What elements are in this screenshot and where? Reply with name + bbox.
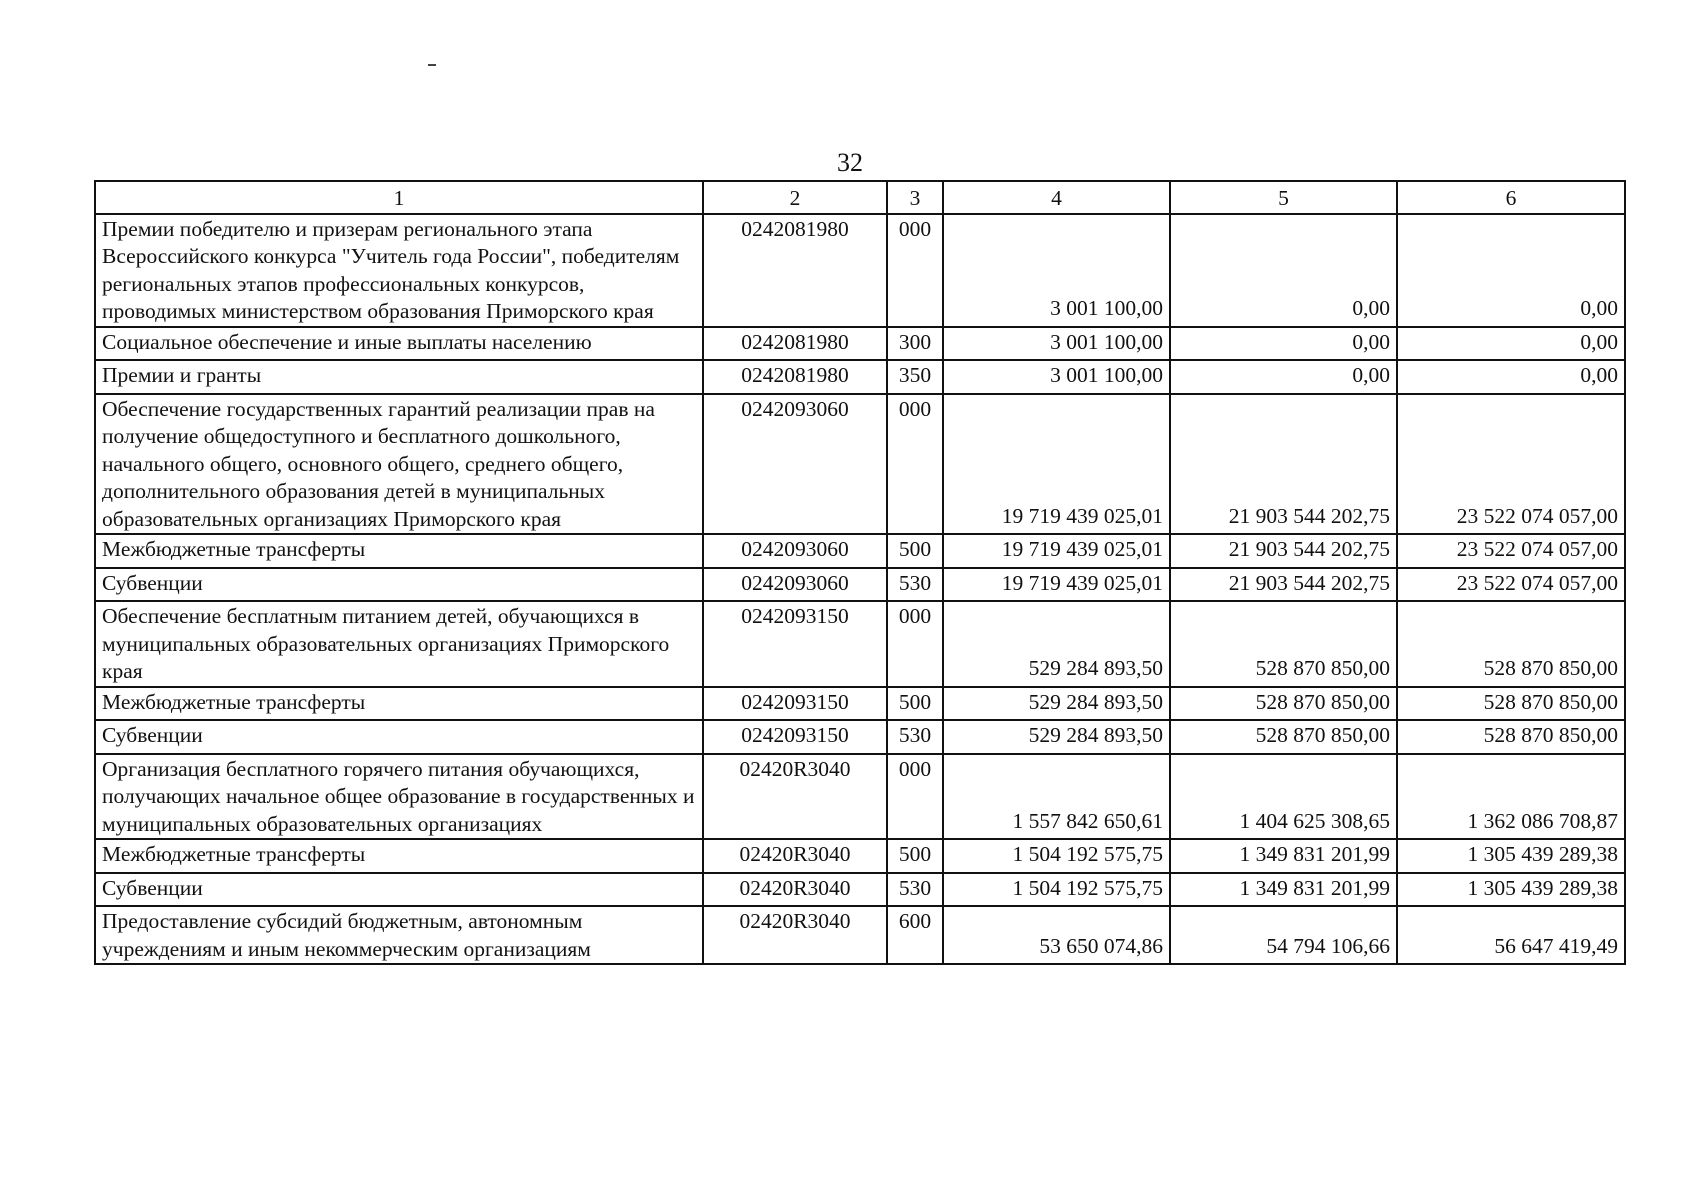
table-row xyxy=(95,839,1625,873)
amount-cell-col6: 1 305 439 289,38 xyxy=(1397,839,1625,873)
table-row xyxy=(95,873,1625,907)
name-cell: Субвенции xyxy=(95,873,703,907)
amount-cell-col4: 53 650 074,86 xyxy=(943,906,1170,964)
table-row xyxy=(95,906,1625,964)
expense-type-cell: 500 xyxy=(887,687,943,721)
amount-cell-col5: 528 870 850,00 xyxy=(1170,720,1397,754)
table-row xyxy=(95,534,1625,568)
amount-cell-col6: 528 870 850,00 xyxy=(1397,687,1625,721)
table-row xyxy=(95,394,1625,535)
name-cell: Обеспечение бесплатным питанием детей, обучающихся в муниципальных образовательных организациях Приморского края xyxy=(95,601,703,687)
name-cell: Межбюджетные трансферты xyxy=(95,687,703,721)
expense-type-cell: 500 xyxy=(887,534,943,568)
code-cell: 0242093150 xyxy=(703,687,887,721)
code-cell: 02420R3040 xyxy=(703,754,887,840)
amount-cell-col5: 528 870 850,00 xyxy=(1170,601,1397,687)
table-row xyxy=(95,754,1625,840)
amount-cell-col6: 23 522 074 057,00 xyxy=(1397,394,1625,535)
code-cell: 0242093060 xyxy=(703,568,887,602)
amount-cell-col4: 1 504 192 575,75 xyxy=(943,873,1170,907)
header-cell: 1 xyxy=(95,181,703,214)
amount-cell-col6: 528 870 850,00 xyxy=(1397,601,1625,687)
amount-cell-col6: 56 647 419,49 xyxy=(1397,906,1625,964)
amount-cell-col6: 1 305 439 289,38 xyxy=(1397,873,1625,907)
table-row xyxy=(95,687,1625,721)
code-cell: 02420R3040 xyxy=(703,839,887,873)
amount-cell-col4: 19 719 439 025,01 xyxy=(943,568,1170,602)
code-cell: 0242093150 xyxy=(703,720,887,754)
name-cell: Обеспечение государственных гарантий реализации прав на получение общедоступного и бесплатного дошкольного, начального общего, основного общего, среднего общего, дополнительного образования детей в муниципальных образовательных организациях Приморского края xyxy=(95,394,703,535)
code-cell: 02420R3040 xyxy=(703,873,887,907)
amount-cell-col5: 54 794 106,66 xyxy=(1170,906,1397,964)
code-cell: 0242093150 xyxy=(703,601,887,687)
name-cell: Премии и гранты xyxy=(95,360,703,394)
code-cell: 02420R3040 xyxy=(703,906,887,964)
table-row xyxy=(95,568,1625,602)
amount-cell-col6: 0,00 xyxy=(1397,327,1625,361)
table-row xyxy=(95,214,1625,327)
amount-cell-col5: 0,00 xyxy=(1170,327,1397,361)
code-cell: 0242093060 xyxy=(703,534,887,568)
amount-cell-col4: 19 719 439 025,01 xyxy=(943,394,1170,535)
header-cell: 3 xyxy=(887,181,943,214)
amount-cell-col4: 529 284 893,50 xyxy=(943,687,1170,721)
amount-cell-col6: 23 522 074 057,00 xyxy=(1397,568,1625,602)
expense-type-cell: 000 xyxy=(887,754,943,840)
name-cell: Предоставление субсидий бюджетным, автономным учреждениям и иным некоммерческим организациям xyxy=(95,906,703,964)
amount-cell-col5: 528 870 850,00 xyxy=(1170,687,1397,721)
amount-cell-col5: 0,00 xyxy=(1170,360,1397,394)
code-cell: 0242081980 xyxy=(703,327,887,361)
amount-cell-col4: 3 001 100,00 xyxy=(943,360,1170,394)
expense-type-cell: 000 xyxy=(887,394,943,535)
expense-type-cell: 530 xyxy=(887,873,943,907)
expense-type-cell: 600 xyxy=(887,906,943,964)
amount-cell-col6: 1 362 086 708,87 xyxy=(1397,754,1625,840)
amount-cell-col5: 21 903 544 202,75 xyxy=(1170,394,1397,535)
amount-cell-col5: 21 903 544 202,75 xyxy=(1170,534,1397,568)
expense-type-cell: 000 xyxy=(887,601,943,687)
amount-cell-col6: 528 870 850,00 xyxy=(1397,720,1625,754)
expense-type-cell: 350 xyxy=(887,360,943,394)
header-cell: 5 xyxy=(1170,181,1397,214)
expense-type-cell: 000 xyxy=(887,214,943,327)
amount-cell-col5: 1 404 625 308,65 xyxy=(1170,754,1397,840)
code-cell: 0242081980 xyxy=(703,360,887,394)
code-cell: 0242081980 xyxy=(703,214,887,327)
table-row xyxy=(95,720,1625,754)
amount-cell-col6: 23 522 074 057,00 xyxy=(1397,534,1625,568)
amount-cell-col5: 21 903 544 202,75 xyxy=(1170,568,1397,602)
expense-type-cell: 530 xyxy=(887,568,943,602)
name-cell: Межбюджетные трансферты xyxy=(95,839,703,873)
amount-cell-col4: 3 001 100,00 xyxy=(943,214,1170,327)
code-cell: 0242093060 xyxy=(703,394,887,535)
amount-cell-col5: 1 349 831 201,99 xyxy=(1170,839,1397,873)
amount-cell-col4: 1 504 192 575,75 xyxy=(943,839,1170,873)
amount-cell-col6: 0,00 xyxy=(1397,214,1625,327)
stray-mark xyxy=(428,64,436,66)
name-cell: Социальное обеспечение и иные выплаты населению xyxy=(95,327,703,361)
amount-cell-col4: 529 284 893,50 xyxy=(943,601,1170,687)
amount-cell-col5: 0,00 xyxy=(1170,214,1397,327)
header-cell: 2 xyxy=(703,181,887,214)
name-cell: Субвенции xyxy=(95,568,703,602)
amount-cell-col4: 3 001 100,00 xyxy=(943,327,1170,361)
table-body xyxy=(95,214,1625,965)
amount-cell-col4: 1 557 842 650,61 xyxy=(943,754,1170,840)
header-cell: 4 xyxy=(943,181,1170,214)
name-cell: Организация бесплатного горячего питания обучающихся, получающих начальное общее образование в государственных и муниципальных образовательных организациях xyxy=(95,754,703,840)
amount-cell-col6: 0,00 xyxy=(1397,360,1625,394)
table-row xyxy=(95,601,1625,687)
name-cell: Субвенции xyxy=(95,720,703,754)
header-row xyxy=(95,181,1625,214)
page-number: 32 xyxy=(837,148,863,177)
name-cell: Премии победителю и призерам регионального этапа Всероссийского конкурса "Учитель года России", победителям региональных этапов профессиональных конкурсов, проводимых министерством образования Приморского края xyxy=(95,214,703,327)
expense-type-cell: 530 xyxy=(887,720,943,754)
amount-cell-col5: 1 349 831 201,99 xyxy=(1170,873,1397,907)
expense-type-cell: 500 xyxy=(887,839,943,873)
budget-table xyxy=(94,180,1626,965)
expense-type-cell: 300 xyxy=(887,327,943,361)
header-cell: 6 xyxy=(1397,181,1625,214)
amount-cell-col4: 19 719 439 025,01 xyxy=(943,534,1170,568)
name-cell: Межбюджетные трансферты xyxy=(95,534,703,568)
amount-cell-col4: 529 284 893,50 xyxy=(943,720,1170,754)
table-row xyxy=(95,327,1625,361)
table-row xyxy=(95,360,1625,394)
